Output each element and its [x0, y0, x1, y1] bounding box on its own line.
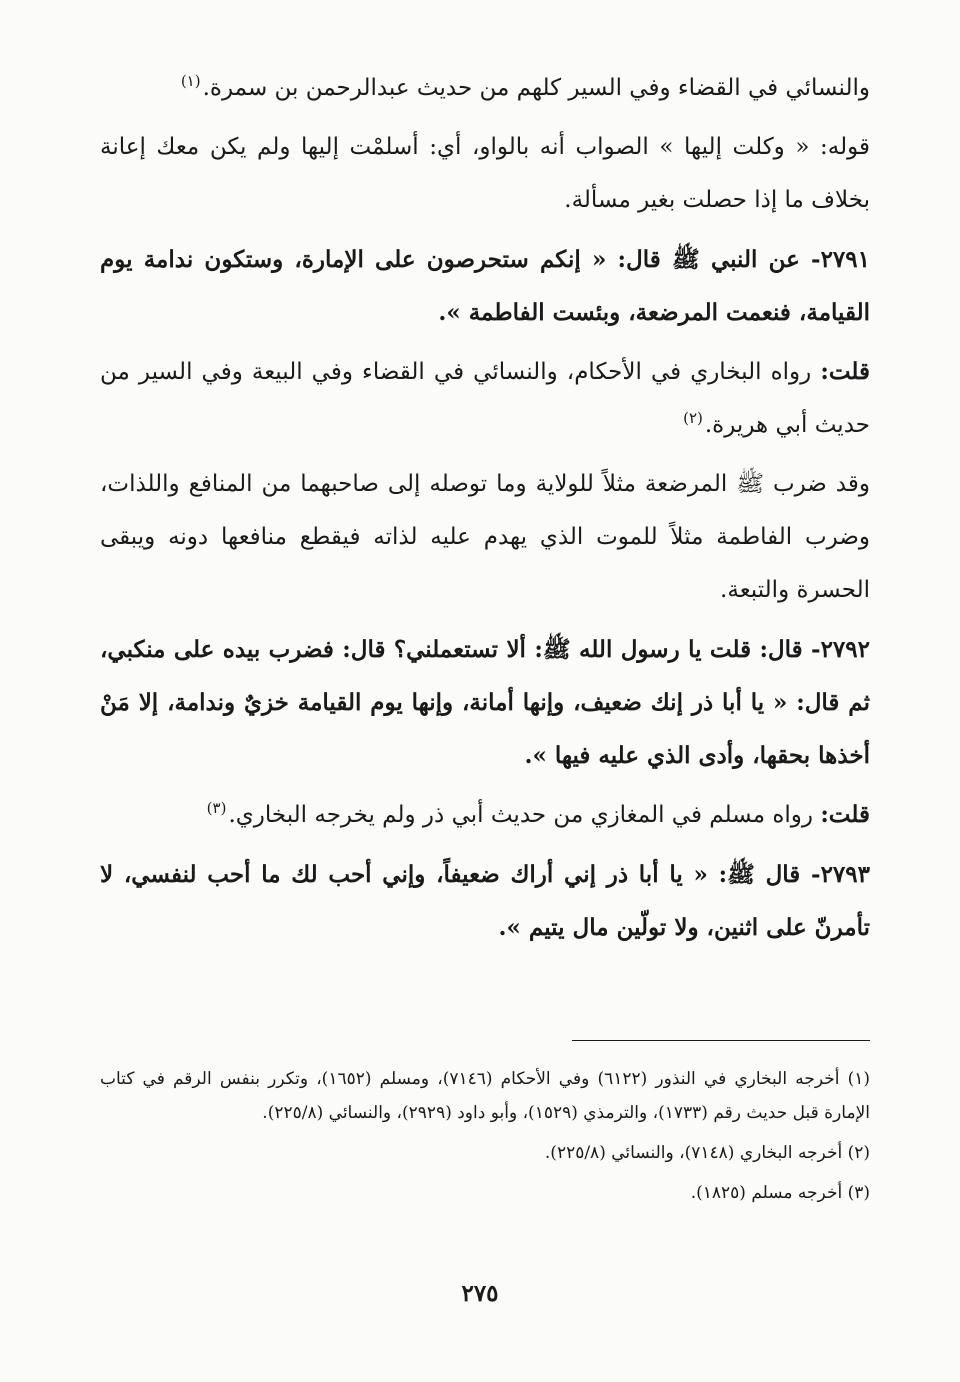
note-2792	[100, 788, 870, 842]
note-2791	[100, 345, 870, 452]
note-text: رواه البخاري في الأحكام، والنسائي في القضاء وفي البيعة وفي السير من حديث أبي هريرة.	[100, 359, 870, 438]
hadith-2793: ٢٧٩٣- قال ﷺ: « يا أبا ذر إني أراك ضعيفاً، وإني أحب لك ما أحب لنفسي، لا تأمرنّ على اثنين، ولا تولّين مال يتيم ».	[100, 861, 870, 941]
footnote-3: (٣) أخرجه مسلم (١٨٢٥).	[690, 1183, 870, 1203]
main-text	[100, 62, 870, 960]
footnote-ref-2[interactable]: (٢)	[683, 409, 703, 428]
paragraph-explanation: وقد ضرب ﷺ المرضعة مثلاً للولاية وما توصله إلى صاحبهما من المنافع واللذات، وضرب الفاطمة مثلاً للموت الذي يهدم عليه لذاته فيقطع منافعها دونه ويبقى الحسرة والتبعة.	[100, 471, 870, 603]
footnote-ref-1[interactable]: (١)	[180, 72, 201, 91]
paragraph-continuation	[100, 62, 870, 115]
page-number: ٢٧٥	[461, 1280, 499, 1307]
note-label: قلت:	[820, 358, 871, 385]
footnote-2: (٢) أخرجه البخاري (٧١٤٨)، والنسائي (٢٢٥/٨).	[544, 1143, 870, 1163]
footnotes	[100, 1062, 870, 1216]
hadith-2791: ٢٧٩١- عن النبي ﷺ قال: « إنكم ستحرصون على الإمارة، وستكون ندامة يوم القيامة، فنعمت المرضعة، وبئست الفاطمة ».	[100, 246, 870, 326]
footnote-divider	[572, 1040, 870, 1041]
paragraph-commentary: قوله: « وكلت إليها » الصواب أنه بالواو، أي: أسلمْت إليها ولم يكن معك إعانة بخلاف ما إذا حصلت بغير مسألة.	[100, 134, 870, 213]
footnote-1: (١) أخرجه البخاري في النذور (٦١٢٢) وفي الأحكام (٧١٤٦)، ومسلم (١٦٥٢)، وتكرر بنفس الرقم في كتاب الإمارة قبل حديث رقم (١٧٣٣)، والترمذي (١٥٢٩)، وأبو داود (٢٩٢٩)، والنسائي (٢٢٥/٨).	[100, 1069, 870, 1123]
note-text: رواه مسلم في المغازي من حديث أبي ذر ولم يخرجه البخاري.	[228, 802, 813, 828]
footnote-ref-3[interactable]: (٣)	[206, 799, 227, 818]
note-label: قلت:	[820, 801, 870, 828]
paragraph-text: والنسائي في القضاء وفي السير كلهم من حديث عبدالرحمن بن سمرة.	[202, 75, 870, 101]
hadith-2792: ٢٧٩٢- قال: قلت يا رسول الله ﷺ: ألا تستعملني؟ قال: فضرب بيده على منكبي، ثم قال: « يا أبا ذر إنك ضعيف، وإنها أمانة، وإنها يوم القيامة خزيٌ وندامة، إلا مَنْ أخذها بحقها، وأدى الذي عليه فيها ».	[100, 636, 870, 769]
